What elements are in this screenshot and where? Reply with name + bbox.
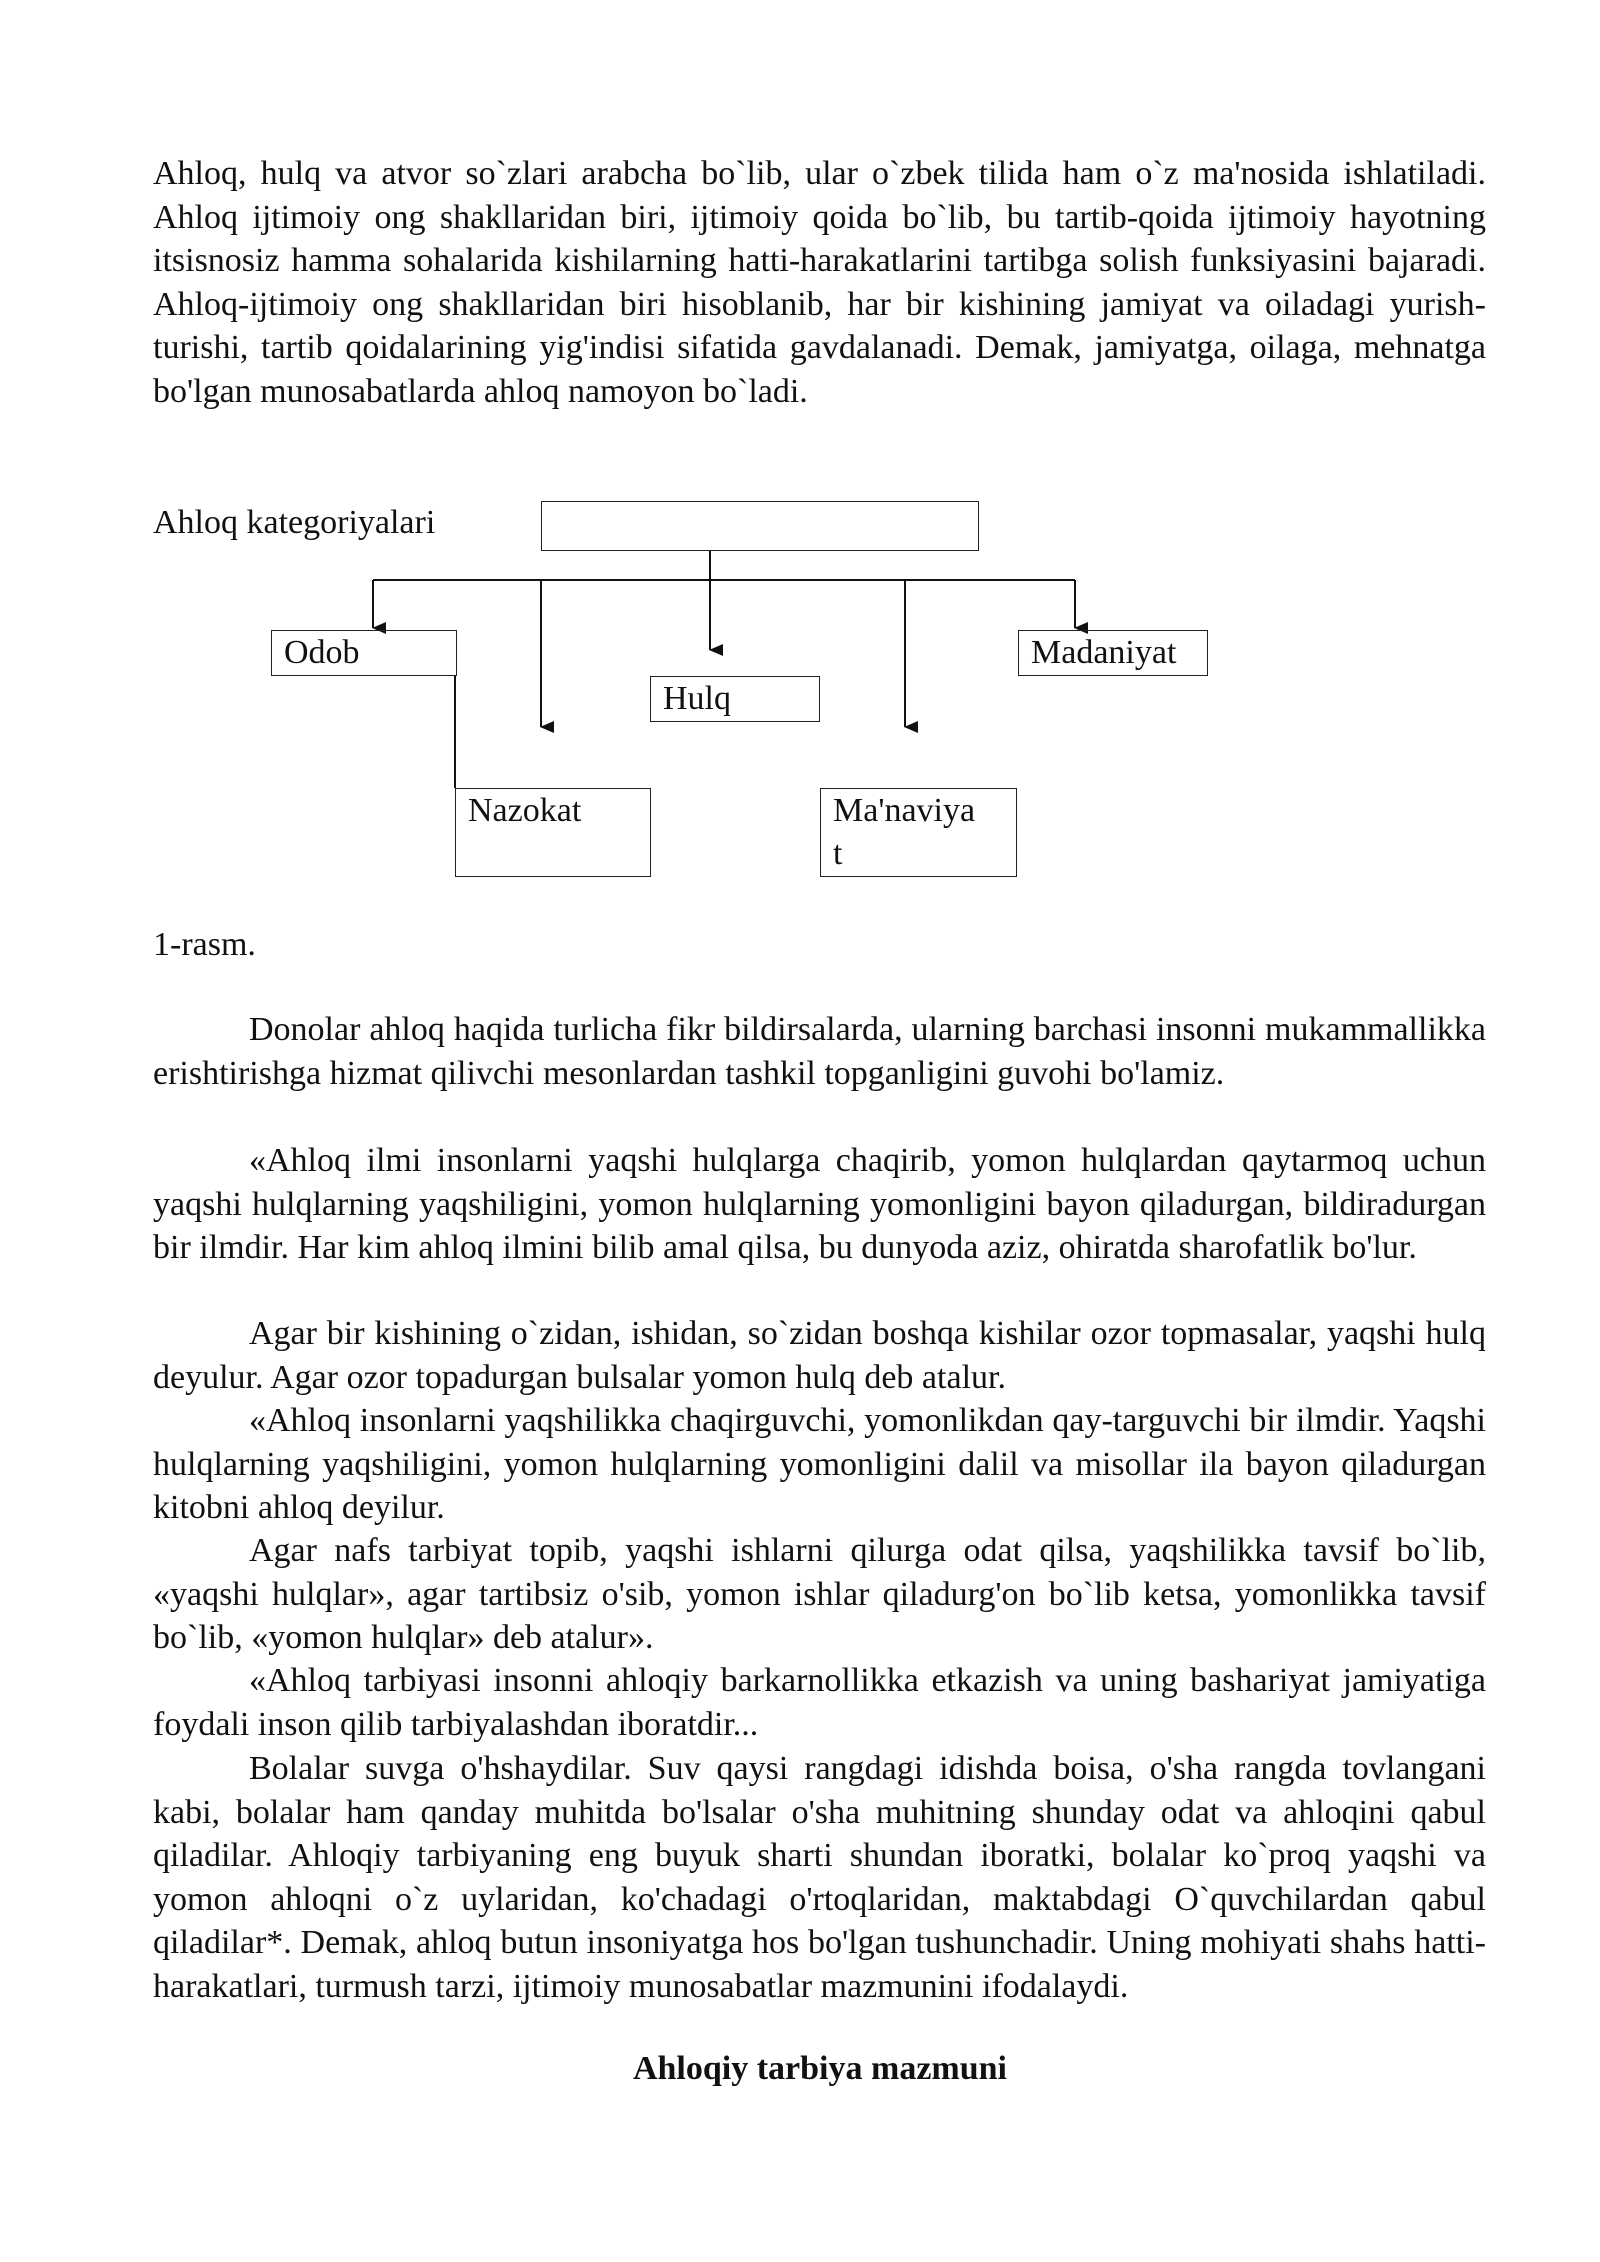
figure-caption: 1-rasm. [153, 926, 256, 963]
node-odob: Odob [271, 630, 457, 676]
paragraph-donolar: Donolar ahloq haqida turlicha fikr bildirsalarda, ularning barchasi insonni mukammallikka erishtirishga hizmat qilivchi mesonlardan tashkil topganligini guvohi bo'lamiz. [153, 1011, 1486, 1092]
root-category-box [541, 501, 979, 551]
section-heading: Ahloqiy tarbiya mazmuni [632, 2050, 1008, 2087]
node-manaviyat [820, 788, 1017, 877]
paragraph-ahloq-insonlarni: «Ahloq insonlarni yaqshilikka chaqirguvchi, yomonlikdan qay-targuvchi bir ilmdir. Yaqshi hulqlarning yaqshiligini, yomon hulqlarning yomonligini dalil va misollar ila bayon qiladurgan kitobni ahloq deyilur. [153, 1402, 1486, 1527]
node-madaniyat: Madaniyat [1018, 630, 1208, 676]
node-hulq: Hulq [650, 676, 820, 722]
paragraph-tarbiyasi: «Ahloq tarbiyasi insonni ahloqiy barkarnollikka etkazish va uning bashariyat jamiyatiga foydali inson qilib tarbiyalashdan iboratdir... [153, 1662, 1486, 1743]
paragraph-intro: Ahloq, hulq va atvor so`zlari arabcha bo`lib, ular o`zbek tilida ham o`z ma'nosida ishlatiladi. Ahloq ijtimoiy ong shakllaridan biri, ijtimoiy qoida bo`lib, bu tartib-qoida ijtimoiy hayotning itsisnosiz hamma sohalarida kishilarning hatti-harakatlarini tartibga solish funksiyasini bajaradi. Ahloq-ijtimoiy ong shakllaridan biri hisoblanib, har bir kishining jamiyat va oiladagi yurish-turishi, tartib qoidalarining yig'indisi sifatida gavdalanadi. Demak, jamiyatga, oilaga, mehnatga bo'lgan munosabatlarda ahloq namoyon bo`ladi. [153, 155, 1486, 410]
paragraph-bolalar: Bolalar suvga o'hshaydilar. Suv qaysi rangdagi idishda boisa, o'sha rangda tovlangani kabi, bolalar ham qanday muhitda bo'lsalar o'sha muhitning shunday odat va ahloqini qabul qiladilar. Ahloqiy tarbiyaning eng buyuk sharti shundan iboratki, bolalar ko`proq yaqshi va yomon ahloqni o`z uylaridan, ko'chadagi o'rtoqlaridan, maktabdagi O`quvchilardan qabul qiladilar*. Demak, ahloq butun insoniyatga hos bo'lgan tushunchadir. Uning mohiyati shahs hatti-harakatlari, turmush tarzi, ijtimoiy munosabatlar mazmunini ifodalaydi. [153, 1750, 1486, 2005]
diagram-label: Ahloq kategoriyalari [153, 504, 436, 541]
paragraph-agar-nafs: Agar nafs tarbiyat topib, yaqshi ishlarni qilurga odat qilsa, yaqshilikka tavsif bo`lib, «yaqshi hulqlar», agar tartibsiz o'sib, yomon ishlar qiladurg'on bo`lib ketsa, yomonlikka tavsif bo`lib, «yomon hulqlar» deb atalur». [153, 1532, 1486, 1657]
paragraph-ahloq-ilmi: «Ahloq ilmi insonlarni yaqshi hulqlarga chaqirib, yomon hulqlardan qaytarmoq uchun yaqshi hulqlarning yaqshiligini, yomon hulqlarning yomonligini bayon qiladurgan, bildiradurgan bir ilmdir. Har kim ahloq ilmini bilib amal qilsa, bu dunyoda aziz, ohiratda sharofatlik bo'lur. [153, 1142, 1486, 1267]
paragraph-agar-bir: Agar bir kishining o`zidan, ishidan, so`zidan boshqa kishilar ozor topmasalar, yaqshi hulq deyulur. Agar ozor topadurgan bulsalar yomon hulq deb atalur. [153, 1315, 1486, 1396]
node-nazokat: Nazokat [455, 788, 651, 877]
node-manaviyat-line1: Ma'naviya [833, 792, 976, 829]
node-manaviyat-line2: t [833, 835, 843, 872]
